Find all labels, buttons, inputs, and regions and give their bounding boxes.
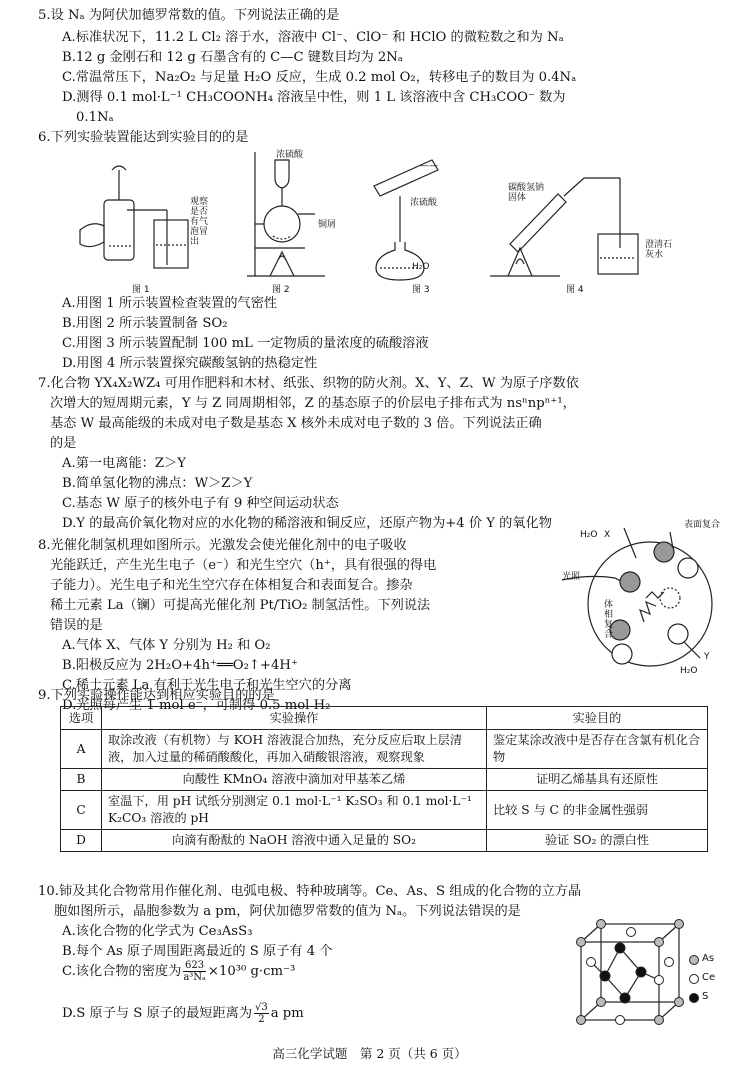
q5-option-c: C.常温常压下，Na₂O₂ 与足量 H₂O 反应，生成 0.2 mol O₂，转移电子的数目为 0.4Nₐ — [62, 70, 577, 85]
q7-line-3: 基态 W 最高能级的未成对电子数是基态 X 核外未成对电子数的 3 倍。下列说法正确 — [50, 416, 542, 431]
figure-4-label-limewater: 澄清石灰水 — [645, 240, 673, 260]
q10-line-1: 10.铈及其化合物常用作催化剂、电弧电极、特种玻璃等。Ce、As、S 组成的化合物的立方晶 — [38, 884, 582, 899]
q7-option-d: D.Y 的最高价氧化物对应的水化物的稀溶液和铜反应，还原产物为+4 价 Y 的氧化物 — [62, 516, 552, 531]
q9-table-header — [61, 707, 708, 730]
q8-option-a: A.气体 X、气体 Y 分别为 H₂ 和 O₂ — [62, 638, 271, 653]
figure-4-diagram — [480, 164, 650, 282]
q8-option-c: C.稀土元素 La 有利于光生电子和光生空穴的分离 — [62, 678, 352, 693]
q9-row-b-option: B — [61, 769, 102, 791]
q6-option-b: B.用图 2 所示装置制备 SO₂ — [62, 316, 228, 331]
q6-option-c: C.用图 3 所示装置配制 100 mL 一定物质的量浓度的硫酸溶液 — [62, 336, 429, 351]
q9-row-a-option: A — [61, 730, 102, 769]
q9-row-c-option: C — [61, 791, 102, 830]
diagram-label-light: 光照 — [562, 572, 581, 582]
q5-option-d: D.测得 0.1 mol·L⁻¹ CH₃COONH₄ 溶液呈中性，则 1 L 该溶液中含 CH₃COO⁻ 数为 — [62, 90, 566, 105]
q8-line-2: 光能跃迁，产生光生电子（e⁻）和光生空穴（h⁺，具有很强的得电 — [50, 558, 437, 573]
figure-4-caption: 图 4 — [566, 285, 584, 295]
q10-option-a: A.该化合物的化学式为 Ce₃AsS₃ — [62, 924, 253, 939]
q8-line-5: 错误的是 — [50, 618, 103, 633]
figure-3-label-acid: 浓硫酸 — [410, 198, 438, 208]
q10-option-d-denominator: 2 — [258, 1014, 265, 1025]
q9-stem: 9.下列实验操作能达到相应实验目的的是 — [38, 688, 275, 703]
q10-option-c-prefix: C.该化合物的密度为 — [62, 964, 182, 979]
diagram-label-y: Y — [704, 652, 710, 662]
q9-row-a-action: 取涂改液（有机物）与 KOH 溶液混合加热，充分反应后取上层清液，加入过量的稀硝酸酸化，再加入硝酸银溶液，观察现象 — [102, 730, 487, 769]
diagram-label-surface: 表面复合 — [684, 520, 721, 530]
q8-line-1: 8.光催化制氢机理如图所示。光激发会使光催化剂中的电子吸收 — [38, 538, 407, 553]
table-row — [61, 730, 708, 769]
figure-3-label-top: —— — [420, 161, 438, 171]
q9-row-b-action: 向酸性 KMnO₄ 溶液中滴加对甲基苯乙烯 — [102, 769, 487, 791]
figure-2-label-acid: 浓硫酸 — [276, 150, 304, 160]
q9-header-action: 实验操作 — [102, 707, 487, 730]
q10-line-2: 胞如图所示，晶胞参数为 a pm，阿伏加德罗常数的值为 Nₐ。下列说法错误的是 — [54, 904, 521, 919]
q9-row-c-action: 室温下，用 pH 试纸分别测定 0.1 mol·L⁻¹ K₂SO₃ 和 0.1 mol·L⁻¹ K₂CO₃ 溶液的 pH — [102, 791, 487, 830]
q7-option-c: C.基态 W 原子的核外电子有 9 种空间运动状态 — [62, 496, 339, 511]
q7-option-a: A.第一电离能：Z＞Y — [62, 456, 186, 471]
q10-option-d-numerator: √3 — [255, 1002, 268, 1013]
q9-header-option: 选项 — [61, 707, 102, 730]
q5-stem: 5.设 Nₐ 为阿伏加德罗常数的值。下列说法正确的是 — [38, 8, 340, 23]
figure-1-caption: 图 1 — [132, 285, 150, 295]
q10-option-d-prefix: D.S 原子与 S 原子的最短距离为 — [62, 1006, 253, 1021]
crystal-cell-diagram — [575, 918, 687, 1028]
figure-2-label-copper: 铜屑 — [318, 220, 337, 230]
q10-option-d-suffix: a pm — [270, 1006, 304, 1021]
q10-option-d — [62, 1002, 304, 1025]
q9-row-d-action: 向滴有酚酞的 NaOH 溶液中通入足量的 SO₂ — [102, 830, 487, 852]
figure-2-caption: 图 2 — [272, 285, 290, 295]
diagram-label-h2o-top: H₂O — [580, 530, 598, 540]
q10-option-c-suffix: ×10³⁰ g·cm⁻³ — [207, 964, 296, 979]
table-row — [61, 769, 708, 791]
q10-option-b: B.每个 As 原子周围距离最近的 S 原子有 4 个 — [62, 944, 333, 959]
q7-line-1: 7.化合物 YX₄X₂WZ₄ 可用作肥料和木材、纸张、织物的防火剂。X、Y、Z、W 为原子序数依 — [38, 376, 579, 391]
page-footer: 高三化学试题 第 2 页（共 6 页） — [272, 1046, 467, 1061]
q5-option-d-cont: 0.1Nₐ — [76, 110, 114, 125]
q8-line-4: 稀土元素 La（镧）可提高光催化剂 Pt/TiO₂ 制氢活性。下列说法 — [50, 598, 431, 613]
q9-row-b-goal: 证明乙烯基具有还原性 — [487, 769, 708, 791]
figure-3-caption: 图 3 — [412, 285, 430, 295]
q8-line-3: 子能力）。光生电子和光生空穴存在体相复合和表面复合。掺杂 — [50, 578, 413, 593]
q5-option-b: B.12 g 金刚石和 12 g 石墨含有的 C—C 键数目均为 2Nₐ — [62, 50, 403, 65]
q8-option-b: B.阳极反应为 2H₂O+4h⁺══O₂↑+4H⁺ — [62, 658, 298, 673]
q7-line-2: 次增大的短周期元素，Y 与 Z 同周期相邻，Z 的基态原子的价层电子排布式为 nsⁿnpⁿ⁺¹， — [50, 396, 576, 411]
figure-2-diagram — [245, 148, 335, 284]
q9-row-d-option: D — [61, 830, 102, 852]
q9-row-d-goal: 验证 SO₂ 的漂白性 — [487, 830, 708, 852]
q10-option-c-fraction — [183, 960, 206, 983]
diagram-label-bulk: 体相复合 — [604, 600, 614, 640]
q10-option-c-numerator: 623 — [185, 960, 205, 971]
figure-4-label-solid: 碳酸氢钠固体 — [508, 183, 545, 203]
q7-option-b: B.简单氢化物的沸点：W＞Z＞Y — [62, 476, 253, 491]
table-row — [61, 830, 708, 852]
figure-1-label: 观察是否有气泡冒出 — [190, 197, 209, 247]
q9-row-a-goal: 鉴定某涂改液中是否存在含氯有机化合物 — [487, 730, 708, 769]
diagram-label-h2o-bottom: H₂O — [680, 666, 698, 676]
legend-s: S — [702, 991, 709, 1002]
q6-option-a: A.用图 1 所示装置检查装置的气密性 — [62, 296, 278, 311]
figure-3-label-water: H₂O — [412, 262, 430, 272]
q10-option-c — [62, 960, 295, 983]
diagram-label-x: X — [604, 530, 611, 540]
crystal-legend-markers — [688, 952, 700, 1010]
q10-option-c-denominator: a³Nₐ — [183, 972, 206, 983]
q10-option-d-fraction — [254, 1002, 269, 1025]
q6-stem: 6.下列实验装置能达到实验目的的是 — [38, 130, 249, 145]
q5-option-a: A.标准状况下，11.2 L Cl₂ 溶于水，溶液中 Cl⁻、ClO⁻ 和 HClO 的微粒数之和为 Nₐ — [62, 30, 564, 45]
q7-line-4: 的是 — [50, 436, 77, 451]
q6-option-d: D.用图 4 所示装置探究碳酸氢钠的热稳定性 — [62, 356, 318, 371]
table-row — [61, 791, 708, 830]
q9-header-goal: 实验目的 — [487, 707, 708, 730]
legend-as: As — [702, 953, 715, 964]
q8-option-d: D.光照每产生 1 mol e⁻，可制得 0.5 mol H₂ — [62, 698, 331, 713]
q9-table — [60, 706, 708, 852]
legend-ce: Ce — [702, 972, 716, 983]
q9-row-c-goal: 比较 S 与 C 的非金属性强弱 — [487, 791, 708, 830]
